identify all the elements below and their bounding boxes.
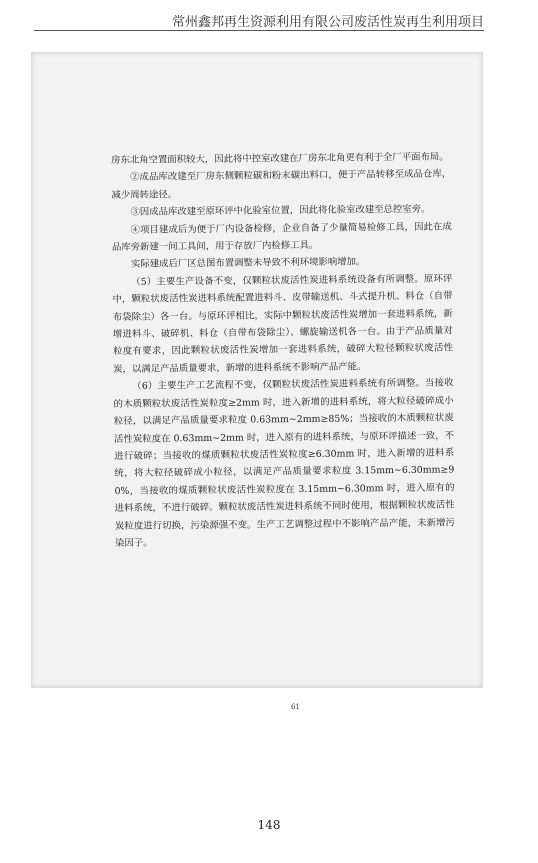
paragraph-laboratory-relocation: ③因成品库改建至原环评中化验室位置，因此将化验室改建至总控室旁。 bbox=[130, 203, 431, 219]
scanned-page-image bbox=[31, 52, 483, 711]
paragraph-tool-room: ④项目建成后为便于厂内设备检修，企业自备了少量简易检修工具，因此在成品库旁新建一间工具间，用于存放厂内检修工具。 bbox=[111, 221, 452, 254]
page-number: 148 bbox=[257, 818, 281, 832]
header-divider bbox=[34, 30, 484, 31]
scanned-page-number: 61 bbox=[291, 703, 300, 711]
header-title: 常州鑫邦再生资源利用有限公司废活性炭再生利用项目 bbox=[171, 15, 484, 30]
page-header bbox=[0, 0, 538, 30]
paragraph-process-adjustment: （6）主要生产工艺流程不变，仅颗粒状废活性炭进料系统有所调整。当接收的木质颗粒状废活性炭粒度≥2mm 时，进入新增的进料系统，将大粒径破碎成小粒径，以满足产品质量要求粒度 0.63mm~2mm≥85%；当接收的木质颗粒状废活性炭粒度在 0.63mm~2mm 时，进入原有的进料系统，与原环评描述一致，不进行破碎；当接收的煤质颗粒状废活性炭粒度≥6.30mm 时，进入新增的进料系统，将大粒径破碎成小粒径，以满足产品质量要求粒度 3.15mm~6.30mm≥90%，当接收的煤质颗粒状废活性炭粒度在 3.15mm~6.30mm 时，进入原有的进料系统，不进行破碎。颗粒状废活性炭进料系统不同时使用，根据颗粒状废活性炭粒度进行切换，污染源强不变。生产工艺调整过程中不影响产品产能，未新增污染因子。 bbox=[113, 377, 455, 549]
paragraph-equipment-adjustment: （5）主要生产设备不变，仅颗粒状废活性炭进料系统设备有所调整。原环评中，颗粒状废活性炭进料系统配置进料斗、皮带输送机、斗式提升机、料仓（自带布袋除尘）各一台。与原环评相比，实际中颗粒状废活性炭增加一套进料系统，新增进料斗、破碎机、料仓（自带布袋除尘）、螺旋输送机各一台。由于产品质量对粒度有要求，因此颗粒状废活性炭增加一套进料系统，破碎大粒径颗粒状废活性炭，以满足产品质量要求，新增的进料系统不影响产品产能。 bbox=[112, 273, 454, 375]
paragraph-layout-conclusion: 实际建成后厂区总图布置调整未导致不利环境影响增加。 bbox=[130, 256, 366, 271]
paragraph-finished-goods-warehouse: ②成品库改建至厂房东侧颗粒碳和粉末碳出料口，便于产品转移至成品仓库，减少周转途径。 bbox=[111, 168, 452, 201]
scanned-text-block bbox=[111, 148, 456, 592]
paragraph-layout-continuation: 房东北角空置面积较大，因此将中控室改建在厂房东北角更有利于全厂平面布局。 bbox=[111, 151, 449, 166]
